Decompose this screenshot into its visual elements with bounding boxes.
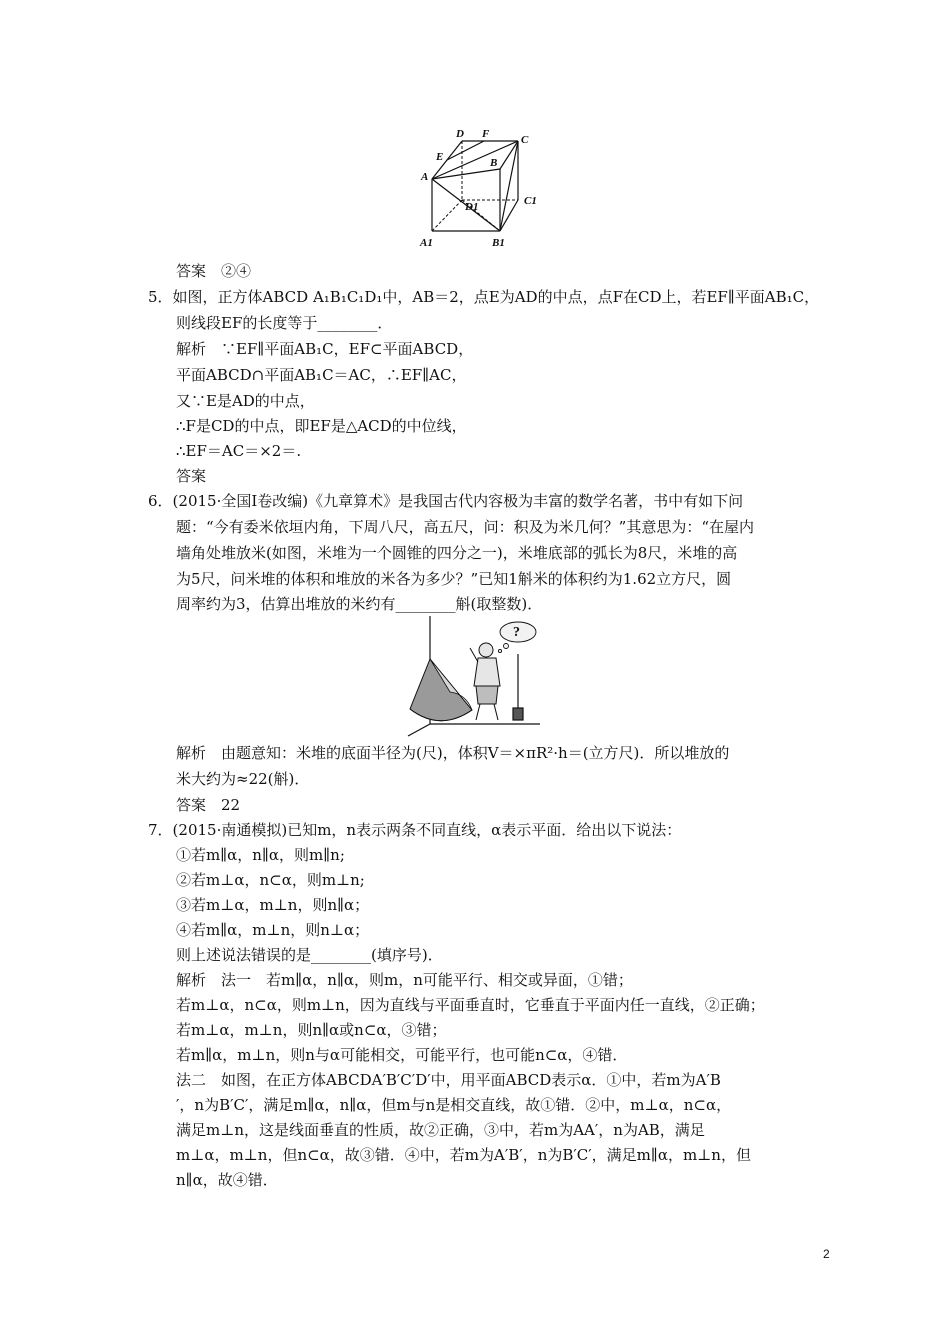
solution-6-line-2: 米大约为≈22(斛)． — [176, 770, 310, 788]
solution-7-line-9: n∥α，故④错． — [176, 1171, 278, 1189]
label-a1: A1 — [420, 237, 433, 249]
label-a: A — [421, 171, 429, 183]
label-c1: C1 — [524, 195, 537, 207]
svg-text:?: ? — [513, 625, 520, 640]
problem-7-question: 则上述说法错误的是________(填序号)． — [176, 946, 443, 964]
label-c: C — [521, 134, 529, 146]
solution-7-line-7: 满足m⊥n，这是线面垂直的性质，故②正确，③中，若m为AA′，n为AB，满足 — [176, 1121, 705, 1139]
label-b: B — [490, 157, 498, 169]
page-number: 2 — [823, 1247, 830, 1261]
solution-7-line-6: ′，n为B′C′，满足m∥α，n∥α，但m与n是相交直线，故①错．②中，m⊥α，n⊂α， — [176, 1096, 732, 1114]
solution-7-line-4: 若m∥α，m⊥n，则n与α可能相交，可能平行，也可能n⊂α，④错． — [176, 1046, 628, 1064]
solution-7-line-5: 法二 如图，在正方体ABCDA′B′C′D′中，用平面ABCD表示α．①中，若m为A′B — [176, 1071, 721, 1089]
problem-6-line-5: 周率约为3，估算出堆放的米约有________斛(取整数)． — [176, 595, 543, 613]
solution-7-line-1: 解析 法一 若m∥α，n∥α，则m，n可能平行、相交或异面，①错； — [176, 971, 633, 989]
statement-4: ④若m∥α，m⊥n，则n⊥α； — [176, 921, 370, 939]
label-d1: D1 — [465, 201, 479, 213]
answer-6: 答案 22 — [176, 796, 241, 814]
label-f: F — [482, 128, 490, 140]
problem-7-line-1: 7．(2015·南通模拟)已知m，n表示两条不同直线，α表示平面．给出以下说法： — [148, 821, 682, 839]
label-d: D — [456, 128, 464, 140]
solution-5-line-3: 又∵E是AD的中点， — [176, 392, 315, 410]
answer-4: 答案 ②④ — [176, 262, 252, 280]
problem-6-line-1: 6．(2015·全国Ⅰ卷改编)《九章算术》是我国古代内容极为丰富的数学名著，书中有如下问 — [148, 492, 744, 510]
problem-6-line-2: 题：“今有委米依垣内角，下周八尺，高五尺，问：积及为米几何？”其意思为：“在屋内 — [176, 518, 755, 536]
problem-5-line-2: 则线段EF的长度等于________． — [176, 314, 393, 332]
answer-5: 答案 — [176, 467, 207, 485]
solution-5-line-2: 平面ABCD∩平面AB₁C＝AC，∴EF∥AC， — [176, 366, 467, 384]
label-e: E — [436, 151, 444, 163]
solution-7-line-3: 若m⊥α，m⊥n，则n∥α或n⊂α，③错； — [176, 1021, 447, 1039]
statement-3: ③若m⊥α，m⊥n，则n∥α； — [176, 896, 370, 914]
rice-pile-figure — [400, 614, 560, 738]
solution-7-line-8: m⊥α，m⊥n，但n⊂α，故③错．④中，若m为A′B′，n为B′C′，满足m∥α，m⊥n，但 — [176, 1146, 751, 1164]
solution-5-line-1: 解析 ∵EF∥平面AB₁C，EF⊂平面ABCD， — [176, 340, 474, 358]
label-b1: B1 — [492, 237, 505, 249]
problem-6-line-4: 为5尺，问米堆的体积和堆放的米各为多少？”已知1斛米的体积约为1.62立方尺，圆 — [176, 570, 732, 588]
problem-6-line-3: 墙角处堆放米(如图，米堆为一个圆锥的四分之一)，米堆底部的弧长为8尺，米堆的高 — [176, 544, 738, 562]
statement-2: ②若m⊥α，n⊂α，则m⊥n; — [176, 871, 365, 889]
solution-5-line-4: ∴F是CD的中点，即EF是△ACD的中位线， — [176, 417, 467, 435]
statement-1: ①若m∥α，n∥α，则m∥n; — [176, 846, 345, 864]
solution-5-line-5: ∴EF＝AC＝×2＝. — [176, 442, 302, 460]
solution-6-line-1: 解析 由题意知：米堆的底面半径为(尺)，体积V＝×πR²·h＝(立方尺)．所以堆放的 — [176, 744, 730, 762]
solution-7-line-2: 若m⊥α，n⊂α，则m⊥n，因为直线与平面垂直时，它垂直于平面内任一直线，②正确； — [176, 996, 765, 1014]
problem-5-line-1: 5．如图，正方体ABCD A₁B₁C₁D₁中，AB＝2，点E为AD的中点，点F在CD上，若EF∥平面AB₁C， — [148, 288, 820, 306]
cube-figure — [418, 124, 548, 250]
